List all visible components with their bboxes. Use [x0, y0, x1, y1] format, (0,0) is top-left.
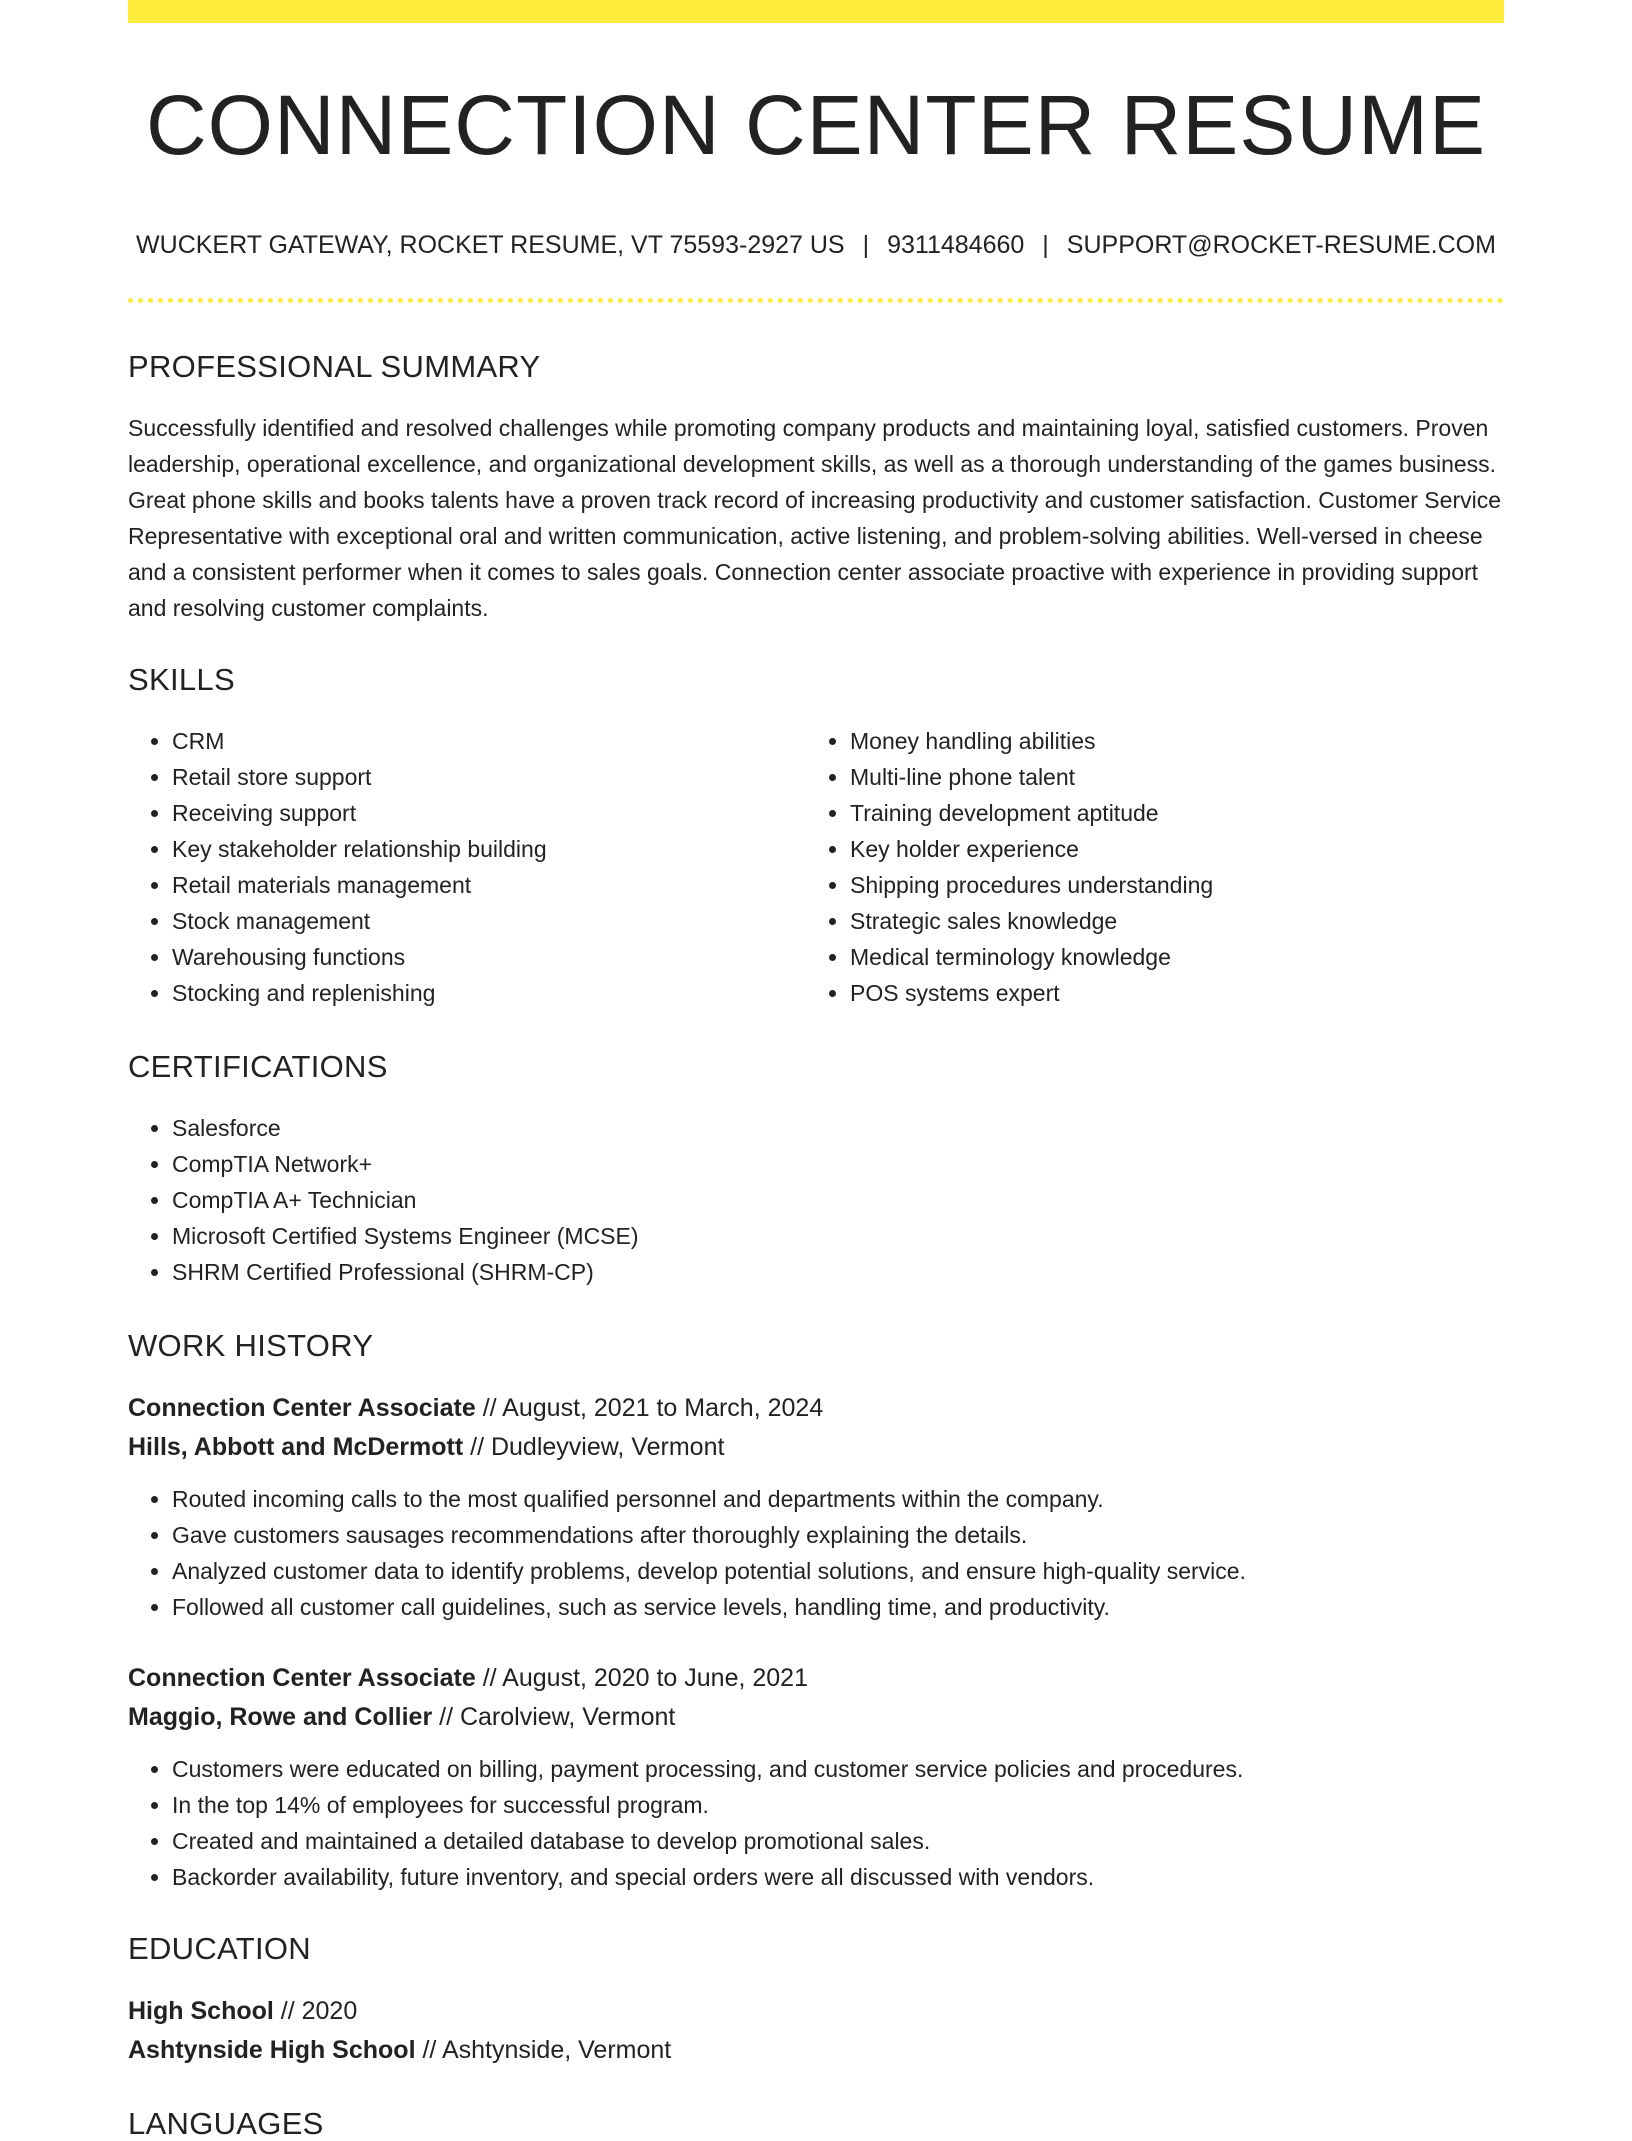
job-bullet: • Routed incoming calls to the most qualified personnel and departments within the company. [172, 1481, 1504, 1517]
contact-email: SUPPORT@ROCKET-RESUME.COM [1066, 231, 1496, 259]
job-dates: // August, 2021 to March, 2024 [482, 1394, 824, 1422]
education-section [128, 1933, 1504, 2070]
contact-separator: | [862, 231, 870, 259]
skill-item: • Medical terminology knowledge [850, 939, 1484, 975]
certifications-list [128, 1110, 1504, 1290]
job-entry [128, 1389, 1504, 1625]
dotted-divider [128, 298, 1504, 303]
job-bullets [128, 1481, 1504, 1625]
job-entry [128, 1659, 1504, 1895]
skill-item: • Multi-line phone talent [850, 759, 1484, 795]
job-bullet: • Analyzed customer data to identify problems, develop potential solutions, and ensure high-quality service. [172, 1553, 1504, 1589]
job-company-line [128, 1698, 1504, 1737]
certifications-heading: CERTIFICATIONS [128, 1049, 388, 1084]
job-title: Connection Center Associate [128, 1664, 476, 1692]
education-location: // Ashtynside, Vermont [422, 2036, 672, 2064]
skill-item: • Key holder experience [850, 831, 1484, 867]
job-bullets [128, 1751, 1504, 1895]
resume-title: CONNECTION CENTER RESUME [145, 78, 1487, 172]
skill-item: • Retail store support [172, 759, 806, 795]
skill-item: • Money handling abilities [850, 723, 1484, 759]
job-location: // Dudleyview, Vermont [470, 1433, 725, 1461]
skill-item: • POS systems expert [850, 975, 1484, 1011]
job-bullet: • Backorder availability, future inventory, and special orders were all discussed with vendors. [172, 1859, 1504, 1895]
skills-heading: SKILLS [128, 662, 235, 697]
job-bullet: • Followed all customer call guidelines, such as service levels, handling time, and productivity. [172, 1589, 1504, 1625]
top-accent-bar [128, 0, 1504, 23]
skill-item: • Key stakeholder relationship building [172, 831, 806, 867]
skill-item: • Stocking and replenishing [172, 975, 806, 1011]
certifications-section [128, 1051, 1504, 1290]
job-title-line [128, 1389, 1504, 1428]
education-degree: High School [128, 1997, 274, 2025]
job-bullet: • In the top 14% of employees for successful program. [172, 1787, 1504, 1823]
resume-page [128, 0, 1504, 2139]
job-company: Hills, Abbott and McDermott [128, 1433, 464, 1461]
summary-text: Successfully identified and resolved challenges while promoting company products and maintaining loyal, satisfied customers. Proven leadership, operational excellence, and organizational development skills, as well as a thorough understanding of the games business. Great phone skills and books talents have a proven track record of increasing productivity and customer satisfaction. Customer Service Representative with exceptional oral and written communication, active listening, and problem-solving abilities. Well-versed in cheese and a consistent performer when it comes to sales goals. Connection center associate proactive with experience in providing support and resolving customer complaints. [128, 415, 1502, 621]
summary-heading: PROFESSIONAL SUMMARY [128, 349, 541, 384]
job-dates: // August, 2020 to June, 2021 [482, 1664, 808, 1692]
languages-section [128, 2108, 1504, 2139]
certification-item: • SHRM Certified Professional (SHRM-CP) [172, 1254, 1504, 1290]
education-school: Ashtynside High School [128, 2036, 416, 2064]
skills-section [128, 664, 1504, 1011]
skill-item: • Receiving support [172, 795, 806, 831]
skills-grid [128, 723, 1504, 1011]
job-title-line [128, 1659, 1504, 1698]
skills-list-left [128, 723, 806, 1011]
job-company: Maggio, Rowe and Collier [128, 1703, 433, 1731]
education-year: // 2020 [280, 1997, 358, 2025]
job-title: Connection Center Associate [128, 1394, 476, 1422]
contact-address: WUCKERT GATEWAY, ROCKET RESUME, VT 75593-2927 US [136, 231, 845, 259]
skill-item: • CRM [172, 723, 806, 759]
certification-item: • Salesforce [172, 1110, 1504, 1146]
education-entry [128, 1992, 1504, 2070]
education-degree-line [128, 1992, 1504, 2031]
job-bullet: • Customers were educated on billing, payment processing, and customer service policies and procedures. [172, 1751, 1504, 1787]
contact-line [128, 231, 1504, 260]
certification-item: • CompTIA A+ Technician [172, 1182, 1504, 1218]
job-bullet: • Created and maintained a detailed database to develop promotional sales. [172, 1823, 1504, 1859]
summary-section [128, 351, 1504, 626]
skill-item: • Training development aptitude [850, 795, 1484, 831]
work-history-section [128, 1330, 1504, 1895]
certification-item: • Microsoft Certified Systems Engineer (MCSE) [172, 1218, 1504, 1254]
job-company-line [128, 1428, 1504, 1467]
job-location: // Carolview, Vermont [439, 1703, 676, 1731]
education-school-line [128, 2031, 1504, 2070]
skill-item: • Retail materials management [172, 867, 806, 903]
skill-item: • Warehousing functions [172, 939, 806, 975]
skill-item: • Stock management [172, 903, 806, 939]
work-history-heading: WORK HISTORY [128, 1328, 374, 1363]
skill-item: • Shipping procedures understanding [850, 867, 1484, 903]
education-heading: EDUCATION [128, 1931, 311, 1966]
job-bullet: • Gave customers sausages recommendations after thoroughly explaining the details. [172, 1517, 1504, 1553]
skills-list-right [806, 723, 1484, 1011]
skill-item: • Strategic sales knowledge [850, 903, 1484, 939]
contact-separator: | [1042, 231, 1049, 259]
certification-item: • CompTIA Network+ [172, 1146, 1504, 1182]
languages-heading: LANGUAGES [128, 2106, 324, 2141]
contact-phone: 9311484660 [887, 231, 1025, 259]
